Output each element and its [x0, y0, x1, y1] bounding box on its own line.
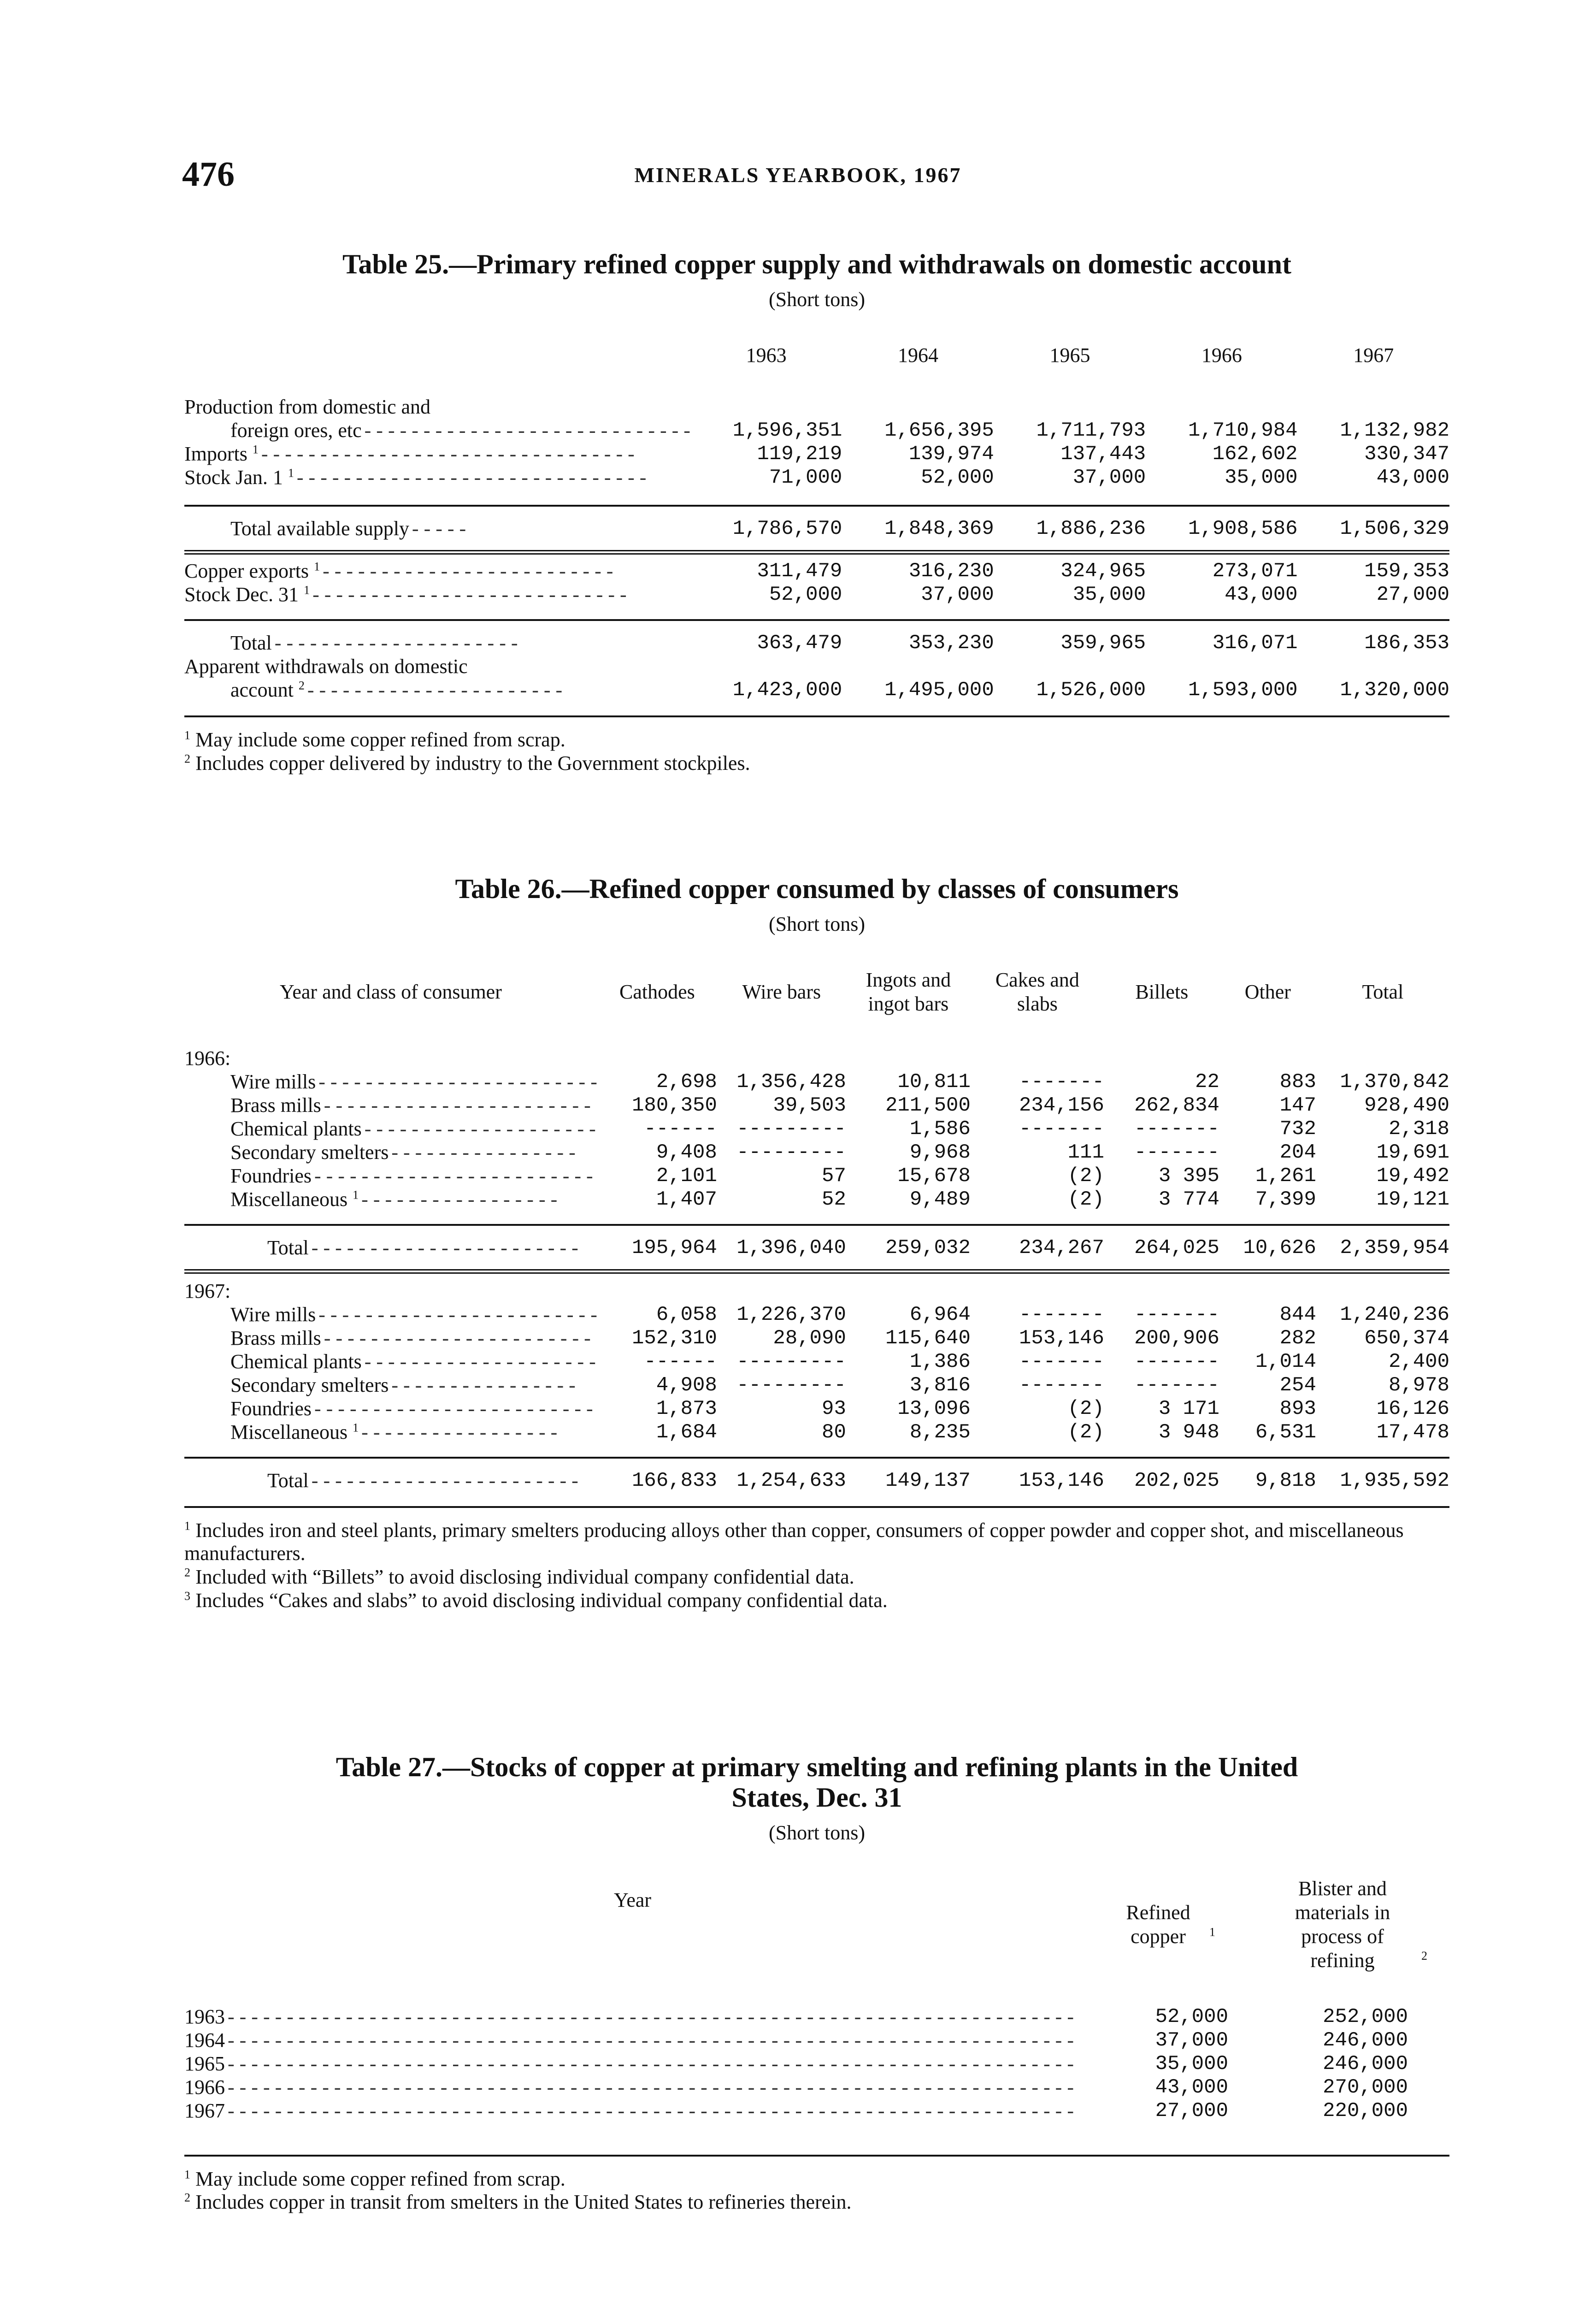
column-header: Cakes and slabs	[995, 969, 1079, 1015]
table-cell: 330,347	[1364, 442, 1449, 466]
table-row: Brass mills - - - - - - - - - - - - - - - - - - - - - - - 180,350 39,503 211,500 234,156 262,834 147 928,490	[230, 1093, 1449, 1117]
table-cell: 1,684	[656, 1420, 717, 1444]
table-cell: 928,490	[1364, 1093, 1449, 1117]
column-header: 1966	[1201, 344, 1242, 366]
table-cell: 43,000	[1376, 466, 1449, 489]
footnote: $^1$ Includes iron and steel plants, primary smelters producing alloys other than copper, consumers of copper powder and copper shot, and miscellaneous manufacturers.	[184, 1519, 1404, 1565]
column-header: 1964	[898, 344, 939, 366]
table-cell: 1,935,592	[1316, 1458, 1449, 1507]
table-cell: 3 395	[1158, 1164, 1219, 1188]
table-cell: 139,974	[908, 442, 994, 466]
table-row: Miscellaneous $^1$ - - - - - - - - - - - - - - - - - 1,684 80 8,235 (2) 3 948 6,531 17,478	[230, 1420, 1449, 1444]
table-cell: 52,000	[1155, 2005, 1228, 2028]
table-cell: 316,230	[842, 552, 994, 583]
table-cell: 273,071	[1146, 552, 1297, 583]
table-cell: 43,000	[1225, 583, 1298, 606]
table-cell: 52,000	[769, 583, 842, 606]
column-header: Refined copper $^1$	[1126, 1901, 1215, 1948]
footnote-ref: 1	[288, 466, 294, 480]
table-26	[184, 874, 1449, 1612]
table-26-footnotes	[184, 1519, 1449, 1612]
table-cell: 264,025	[1104, 1225, 1219, 1259]
table-cell: ------	[644, 1350, 717, 1373]
table-cell: 37,000	[921, 583, 994, 606]
table-25-stub-header	[184, 330, 690, 381]
table-row: 1963 - - - - - - - - - - - - - - - - - - - - - - - - - - - - - - - - - - - - - - - - - - - - - - - - - - - - - - - - - - - - - - - - - - - - - - - - 52,000 252,000	[184, 2005, 1449, 2028]
table-cell: -------	[1019, 1303, 1104, 1326]
table-cell: 1,506,329	[1298, 506, 1449, 540]
table-cell: 3,816	[909, 1373, 971, 1397]
table-cell: 234,156	[1019, 1093, 1104, 1117]
table-row: foreign ores, etc - - - - - - - - - - - - - - - - - - - - - - - - - - - - 1,596,351 1,656,395 1,711,793 1,710,984 1,132,982	[230, 419, 1449, 442]
table-25-title: Table 25.—Primary refined copper supply and withdrawals on domestic account	[342, 249, 1291, 279]
table-cell: 19,121	[1376, 1188, 1449, 1211]
table-cell: 1,886,236	[994, 506, 1146, 540]
row-label: Foundries	[230, 1164, 314, 1187]
footnote: $^2$ Includes copper in transit from smelters in the United States to refineries therein.	[184, 2191, 852, 2214]
table-cell: 8,978	[1388, 1373, 1449, 1397]
table-cell: 19,691	[1376, 1141, 1449, 1164]
column-header: Cathodes	[619, 980, 695, 1003]
table-27-title	[184, 1752, 1449, 1813]
table-cell: 2,359,954	[1316, 1225, 1449, 1259]
table-cell: 1,593,000	[1146, 678, 1297, 716]
table-27-title-line: Table 27.—Stocks of copper at primary smelting and refining plants in the United	[336, 1752, 1298, 1782]
column-header: Billets	[1135, 980, 1189, 1003]
table-cell: 162,602	[1212, 442, 1298, 466]
row-label: 1966	[184, 2076, 228, 2098]
table-cell: 28,090	[773, 1326, 846, 1350]
table-cell: 1,526,000	[994, 678, 1146, 716]
table-total-row: Total - - - - - - - - - - - - - - - - - - - - - - - 195,964 1,396,040 259,032 234,267 264,025 10,626 2,359,954	[184, 1225, 1449, 1259]
table-cell: 152,310	[632, 1326, 717, 1350]
row-label: Wire mills	[230, 1303, 318, 1326]
footnote: $^2$ Includes copper delivered by industry to the Government stockpiles.	[184, 751, 750, 774]
table-cell: 93	[822, 1397, 846, 1420]
table-cell: 2,400	[1388, 1350, 1449, 1373]
table-row: Brass mills - - - - - - - - - - - - - - - - - - - - - - - 152,310 28,090 115,640 153,146 200,906 282 650,374	[230, 1326, 1449, 1350]
table-cell: 15,678	[897, 1164, 971, 1188]
column-header: Other	[1244, 980, 1291, 1003]
table-row: Stock Dec. 31 $^1$ - - - - - - - - - - - - - - - - - - - - - - - - - - - 52,000 37,000 35,000 43,000 27,000	[184, 583, 1449, 606]
table-cell: 1,254,633	[717, 1458, 846, 1507]
table-cell: 270,000	[1323, 2075, 1408, 2099]
footnote-ref: 2	[298, 679, 305, 692]
table-25-grid	[184, 330, 1449, 717]
table-cell: 1,356,428	[736, 1070, 846, 1093]
table-cell: 111	[1067, 1141, 1104, 1164]
table-cell: -------	[1019, 1350, 1104, 1373]
table-cell: 200,906	[1134, 1326, 1219, 1350]
table-cell: 1,407	[656, 1188, 717, 1211]
table-cell: ---------	[736, 1373, 846, 1397]
footnote-ref: 1	[304, 583, 310, 597]
table-27	[184, 1752, 1449, 2214]
table-cell: 363,479	[690, 620, 842, 655]
table-cell: 27,000	[1081, 2099, 1247, 2156]
table-row: 1966 - - - - - - - - - - - - - - - - - - - - - - - - - - - - - - - - - - - - - - - - - - - - - - - - - - - - - - - - - - - - - - - - - - - - - - - - 43,000 270,000	[184, 2075, 1449, 2099]
table-cell: 1,423,000	[690, 678, 842, 716]
table-cell: 1,261	[1255, 1164, 1316, 1188]
row-label: Secondary smelters	[230, 1374, 391, 1396]
table-row: Imports $^1$ - - - - - - - - - - - - - - - - - - - - - - - - - - - - - - - - 119,219 139,974 137,443 162,602 330,347	[184, 442, 1449, 466]
column-header: 1967	[1353, 344, 1394, 366]
column-header: Year and class of consumer	[280, 980, 502, 1003]
page-header	[182, 154, 1414, 196]
row-label: Stock Dec. 31	[184, 583, 299, 606]
row-label: foreign ores, etc	[230, 419, 365, 442]
table-cell: (2)	[1067, 1164, 1104, 1188]
row-label: 1964	[184, 2029, 228, 2051]
table-cell: 1,240,236	[1340, 1303, 1449, 1326]
table-row: Copper exports $^1$ - - - - - - - - - - - - - - - - - - - - - - - - - 311,479 316,230 324,965 273,071 159,353	[184, 552, 1449, 583]
table-cell: ---------	[736, 1141, 846, 1164]
year-heading: 1967:	[184, 1271, 597, 1303]
row-label: Foundries	[230, 1397, 314, 1420]
row-label: 1965	[184, 2052, 228, 2075]
column-header: 1963	[746, 344, 787, 366]
table-cell: 246,000	[1323, 2028, 1408, 2052]
table-cell: 6,058	[656, 1303, 717, 1326]
row-label: Chemical plants	[230, 1117, 365, 1140]
table-cell: 35,000	[1225, 466, 1298, 489]
table-cell: 1,495,000	[842, 678, 994, 716]
row-label: Chemical plants	[230, 1350, 365, 1373]
table-row: 1964 - - - - - - - - - - - - - - - - - - - - - - - - - - - - - - - - - - - - - - - - - - - - - - - - - - - - - - - - - - - - - - - - - - - - - - - - 37,000 246,000	[184, 2028, 1449, 2052]
footnote-ref: 1	[314, 560, 320, 573]
table-cell: 16,126	[1376, 1397, 1449, 1420]
table-cell: 1,596,351	[732, 419, 842, 442]
table-25-footnotes	[184, 728, 1449, 775]
table-27-units: (Short tons)	[769, 1821, 865, 1844]
table-row: Wire mills - - - - - - - - - - - - - - - - - - - - - - - - 2,698 1,356,428 10,811 ------- 22 883 1,370,842	[230, 1070, 1449, 1093]
table-cell: 1,656,395	[884, 419, 994, 442]
table-cell: 353,230	[842, 620, 994, 655]
table-cell: 1,132,982	[1340, 419, 1449, 442]
year-heading: 1966:	[184, 1046, 231, 1070]
table-cell: 883	[1279, 1070, 1316, 1093]
table-cell: ---------	[736, 1117, 846, 1141]
table-cell: 1,711,793	[1036, 419, 1146, 442]
table-cell: 211,500	[885, 1093, 971, 1117]
row-label: Miscellaneous	[230, 1188, 348, 1211]
table-cell: 9,408	[656, 1141, 717, 1164]
table-cell: 316,071	[1146, 620, 1297, 655]
table-cell: -------	[1134, 1141, 1219, 1164]
table-cell: 37,000	[1155, 2028, 1228, 2052]
table-cell: -------	[1019, 1070, 1104, 1093]
table-cell: 153,146	[1019, 1326, 1104, 1350]
table-cell: 1,396,040	[717, 1225, 846, 1259]
row-label: 1967	[184, 2099, 228, 2122]
table-cell: 39,503	[773, 1093, 846, 1117]
table-cell: 149,137	[846, 1458, 971, 1507]
row-label: Stock Jan. 1	[184, 466, 283, 489]
table-cell: 195,964	[597, 1225, 717, 1259]
table-total-row: Total - - - - - - - - - - - - - - - - - - - - - 363,479 353,230 359,965 316,071 186,353	[184, 620, 1449, 655]
table-cell: 311,479	[690, 552, 842, 583]
table-cell: 254	[1279, 1373, 1316, 1397]
table-cell: 57	[822, 1164, 846, 1188]
footnote: $^3$ Includes “Cakes and slabs” to avoid disclosing individual company confidential data.	[184, 1589, 888, 1612]
table-cell: 180,350	[632, 1093, 717, 1117]
table-cell: 252,000	[1323, 2005, 1408, 2028]
table-cell: 166,833	[597, 1458, 717, 1507]
row-label: Total	[267, 1236, 312, 1259]
table-cell: 9,489	[909, 1188, 971, 1211]
table-cell: -------	[1019, 1373, 1104, 1397]
table-26-units: (Short tons)	[769, 913, 865, 935]
table-row: 1967 - - - - - - - - - - - - - - - - - - - - - - - - - - - - - - - - - - - - - - - - - - - - - - - - - - - - - - - - - - - - - - - - - - - - - - - - 27,000 220,000	[184, 2099, 1449, 2156]
table-27-header-row	[184, 1863, 1449, 1986]
table-cell: 43,000	[1155, 2075, 1228, 2099]
table-cell: 3 774	[1158, 1188, 1219, 1211]
table-cell: 17,478	[1376, 1420, 1449, 1444]
column-header: Ingots and ingot bars	[866, 969, 951, 1015]
table-row: Miscellaneous $^1$ - - - - - - - - - - - - - - - - - 1,407 52 9,489 (2) 3 774 7,399 19,121	[230, 1188, 1449, 1211]
table-cell: (2)	[1067, 1397, 1104, 1420]
table-cell: 13,096	[897, 1397, 971, 1420]
group-heading	[184, 1271, 1449, 1303]
column-header: Wire bars	[742, 980, 821, 1003]
table-cell: 1,370,842	[1340, 1070, 1449, 1093]
table-26-grid	[184, 954, 1449, 1508]
table-cell: 262,834	[1134, 1093, 1219, 1117]
row-label: Miscellaneous	[230, 1420, 348, 1443]
table-cell: 7,399	[1255, 1188, 1316, 1211]
table-cell: 8,235	[909, 1420, 971, 1444]
table-row: Chemical plants - - - - - - - - - - - - - - - - - - - - ------ --------- 1,586 ------- ------- 732 2,318	[230, 1117, 1449, 1141]
table-cell: 2,101	[656, 1164, 717, 1188]
row-label: Production from domestic and	[184, 395, 431, 418]
row-label: Apparent withdrawals on domestic	[184, 655, 468, 678]
table-cell: 52	[822, 1188, 846, 1211]
table-cell: 6,964	[909, 1303, 971, 1326]
group-heading	[184, 1046, 1449, 1070]
table-row: account $^2$ - - - - - - - - - - - - - - - - - - - - - - 1,423,000 1,495,000 1,526,000 1,593,000 1,320,000	[184, 678, 1449, 716]
table-cell: 115,640	[885, 1326, 971, 1350]
table-row: 1965 - - - - - - - - - - - - - - - - - - - - - - - - - - - - - - - - - - - - - - - - - - - - - - - - - - - - - - - - - - - - - - - - - - - - - - - - 35,000 246,000	[184, 2052, 1449, 2075]
footnote-ref: 1	[252, 443, 259, 456]
row-label: Brass mills	[230, 1327, 324, 1349]
row-label: Imports	[184, 442, 247, 465]
footnote: $^1$ May include some copper refined from scrap.	[184, 728, 565, 751]
table-cell: 1,873	[656, 1397, 717, 1420]
table-cell: 147	[1279, 1093, 1316, 1117]
page-number: 476	[182, 155, 235, 194]
table-cell: 234,267	[971, 1225, 1104, 1259]
table-cell: 10,626	[1219, 1225, 1316, 1259]
table-cell: 9,968	[909, 1141, 971, 1164]
table-row	[184, 655, 1449, 678]
table-cell: -------	[1134, 1350, 1219, 1373]
table-row: Chemical plants - - - - - - - - - - - - - - - - - - - - ------ --------- 1,386 ------- ------- 1,014 2,400	[230, 1350, 1449, 1373]
table-cell: -------	[1134, 1303, 1219, 1326]
row-label: Total available supply	[230, 517, 412, 540]
footnote: $^1$ May include some copper refined from scrap.	[184, 2167, 565, 2190]
row-label: Total	[230, 632, 275, 654]
table-cell: 80	[822, 1420, 846, 1444]
column-header: Total	[1362, 980, 1404, 1003]
table-cell: -------	[1134, 1117, 1219, 1141]
column-header: 1965	[1049, 344, 1090, 366]
table-cell: 22	[1195, 1070, 1219, 1093]
table-cell: 1,710,984	[1188, 419, 1298, 442]
table-cell: 324,965	[994, 552, 1146, 583]
footnote-ref: 1	[353, 1421, 359, 1435]
table-row: Secondary smelters - - - - - - - - - - - - - - - - 4,908 --------- 3,816 ------- ------- 254 8,978	[230, 1373, 1449, 1397]
table-row: Stock Jan. 1 $^1$ - - - - - - - - - - - - - - - - - - - - - - - - - - - - - - 71,000 52,000 37,000 35,000 43,000	[184, 466, 1449, 489]
table-cell: 246,000	[1323, 2052, 1408, 2075]
footnote-ref: 1	[353, 1188, 359, 1202]
table-cell: 3 948	[1158, 1420, 1219, 1444]
table-cell: 259,032	[846, 1225, 971, 1259]
table-cell: ------	[644, 1117, 717, 1141]
table-cell: 3 171	[1158, 1397, 1219, 1420]
table-27-footnotes	[184, 2168, 1449, 2214]
table-cell: 1,320,000	[1298, 678, 1449, 716]
table-cell: 19,492	[1376, 1164, 1449, 1188]
table-total-row: Total available supply - - - - - 1,786,570 1,848,369 1,886,236 1,908,586 1,506,329	[184, 506, 1449, 540]
table-cell: 732	[1279, 1117, 1316, 1141]
column-header: Blister and materials in process of refining $^2$	[1295, 1877, 1427, 1972]
table-cell: 119,219	[757, 442, 842, 466]
table-cell: 4,908	[656, 1373, 717, 1397]
table-cell: 10,811	[897, 1070, 971, 1093]
table-cell: 1,848,369	[842, 506, 994, 540]
table-cell: 893	[1279, 1397, 1316, 1420]
row-label: Secondary smelters	[230, 1141, 391, 1164]
table-row: Wire mills - - - - - - - - - - - - - - - - - - - - - - - - 6,058 1,226,370 6,964 ------- ------- 844 1,240,236	[230, 1303, 1449, 1326]
table-cell: 52,000	[921, 466, 994, 489]
table-cell: ---------	[736, 1350, 846, 1373]
table-cell: 37,000	[1072, 466, 1146, 489]
table-row	[184, 395, 1449, 419]
table-27-grid	[184, 1863, 1449, 2157]
table-cell: 202,025	[1104, 1458, 1219, 1507]
table-26-header-row	[184, 954, 1449, 1030]
table-cell: 2,698	[656, 1070, 717, 1093]
table-cell: 153,146	[971, 1458, 1104, 1507]
table-cell: 282	[1279, 1326, 1316, 1350]
table-cell: 186,353	[1298, 620, 1449, 655]
table-25	[184, 249, 1449, 775]
row-label: Copper exports	[184, 559, 309, 582]
table-cell: 844	[1279, 1303, 1316, 1326]
table-row: Foundries - - - - - - - - - - - - - - - - - - - - - - - - 2,101 57 15,678 (2) 3 395 1,261 19,492	[230, 1164, 1449, 1188]
row-label: Wire mills	[230, 1070, 318, 1093]
table-cell: 1,226,370	[736, 1303, 846, 1326]
table-cell: 650,374	[1364, 1326, 1449, 1350]
table-25-header-row	[184, 330, 1449, 381]
table-cell: 71,000	[769, 466, 842, 489]
table-cell: 9,818	[1219, 1458, 1316, 1507]
table-cell: 220,000	[1247, 2099, 1449, 2156]
footnote: $^2$ Included with “Billets” to avoid disclosing individual company confidential data.	[184, 1566, 854, 1588]
table-cell: (2)	[1067, 1420, 1104, 1444]
table-cell: -------	[1134, 1373, 1219, 1397]
row-label: 1963	[184, 2005, 228, 2028]
table-cell: 1,386	[909, 1350, 971, 1373]
table-cell: 1,786,570	[690, 506, 842, 540]
table-cell: 6,531	[1255, 1420, 1316, 1444]
table-cell: 159,353	[1298, 552, 1449, 583]
table-cell: 35,000	[1155, 2052, 1228, 2075]
table-cell: -------	[1019, 1117, 1104, 1141]
table-cell: 1,586	[909, 1117, 971, 1141]
row-label: account	[230, 678, 294, 701]
table-26-title: Table 26.—Refined copper consumed by classes of consumers	[455, 874, 1179, 904]
table-cell: 137,443	[1060, 442, 1146, 466]
table-cell: 2,318	[1388, 1117, 1449, 1141]
row-label: Brass mills	[230, 1094, 324, 1117]
table-27-title-line: States, Dec. 31	[731, 1782, 902, 1813]
table-cell: 1,908,586	[1146, 506, 1297, 540]
column-header: Year	[613, 1889, 652, 1911]
table-total-row: Total - - - - - - - - - - - - - - - - - - - - - - - 166,833 1,254,633 149,137 153,146 202,025 9,818 1,935,592	[184, 1458, 1449, 1507]
running-head: MINERALS YEARBOOK, 1967	[634, 163, 962, 187]
table-cell: 27,000	[1376, 583, 1449, 606]
table-row: Secondary smelters - - - - - - - - - - - - - - - - 9,408 --------- 9,968 111 ------- 204 19,691	[230, 1141, 1449, 1164]
table-row: Foundries - - - - - - - - - - - - - - - - - - - - - - - - 1,873 93 13,096 (2) 3 171 893 16,126	[230, 1397, 1449, 1420]
table-cell: 204	[1279, 1141, 1316, 1164]
table-cell: 359,965	[994, 620, 1146, 655]
table-cell: (2)	[1067, 1188, 1104, 1211]
row-label: Total	[267, 1469, 312, 1492]
table-cell: 1,014	[1255, 1350, 1316, 1373]
table-25-units: (Short tons)	[769, 288, 865, 311]
table-cell: 35,000	[1072, 583, 1146, 606]
